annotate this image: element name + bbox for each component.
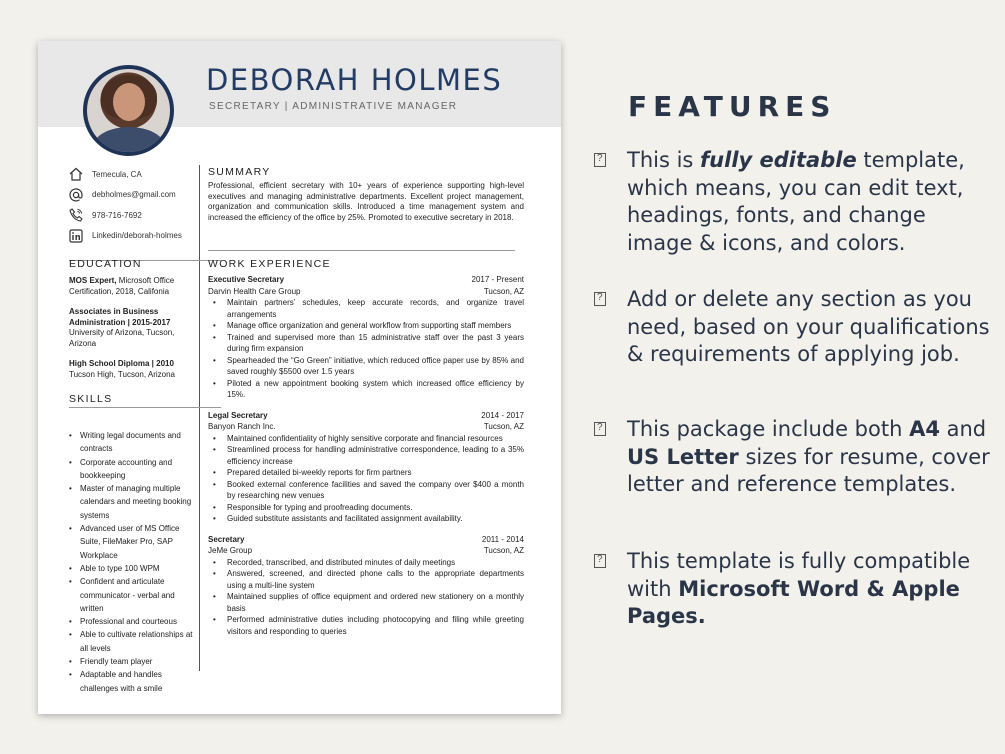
education-item: MOS Expert, Microsoft Office Certification, 2018, Califonia [69, 276, 175, 296]
job-bullet: • Guided substitute assistants and facilitated assignment availability. [208, 513, 524, 525]
checkbox-glyph-icon [594, 554, 606, 568]
job-bullet: • Manage office organization and general workflow from supporting staff members [208, 320, 524, 332]
skill-item: • Professional and courteous [69, 615, 194, 628]
contact-address: Temecula, CA [68, 164, 218, 184]
skill-item: • Adaptable and handles challenges with a smile [69, 668, 194, 695]
skill-item: • Master of managing multiple calendars and meeting booking systems [69, 482, 194, 522]
resume-subtitle: SECRETARY | ADMINISTRATIVE MANAGER [209, 101, 458, 112]
summary-text: Professional, efficient secretary with 10+ years of experience supporting high-level executives and managing administrative departments. Excellent project management, organization and communication skills. Introduced a time management system and increased the efficiency of the office by 25%. Promoted to executive secretary in 2018. [208, 181, 524, 222]
job-bullet: • Maintained confidentiality of highly sensitive corporate and financial resources [208, 433, 524, 445]
checkbox-glyph-icon [594, 292, 606, 306]
work-list [208, 274, 524, 646]
checkbox-glyph-icon [594, 153, 606, 167]
skill-item: • Able to type 100 WPM [69, 562, 194, 575]
job-bullet: • Maintained supplies of office equipment and ordered new stationery on a monthly basis [208, 591, 524, 614]
feature-item: ? This template is fully compatible with Microsoft Word & Apple Pages. [594, 548, 994, 631]
linkedin-icon [68, 228, 84, 244]
job-bullet: • Responsible for typing and proofreading documents. [208, 502, 524, 514]
education-list [69, 276, 199, 390]
job-bullet: • Trained and supervised more than 15 administrative staff over the past 3 years during firm expansion [208, 332, 524, 355]
job-entry: Legal Secretary 2014 - 2017 Banyon Ranch Inc. Tucson, AZ • Maintained confidentiality of highly sensitive corporate and financial resources • Streamlined process for handling administrative correspondence, leading to a 35% efficiency increase • Prepared detailed bi-weekly reports for firm partners • Booked external conference facilities and saved the company over $400 a month by researching new venues • Responsible for typing and proofreading documents. • Guided substitute assistants and facilitated assignment availability. [208, 410, 524, 525]
checkbox-glyph-icon [594, 422, 606, 436]
skill-item: • Able to cultivate relationships at all levels [69, 628, 194, 655]
features-heading: FEATURES [628, 90, 837, 123]
contact-phone: 978-716-7692 [68, 205, 218, 225]
contact-email: debholmes@gmail.com [68, 185, 218, 205]
home-icon [68, 166, 84, 182]
skill-item: • Advanced user of MS Office Suite, FileMaker Pro, SAP Workplace [69, 522, 194, 562]
job-bullet: • Streamlined process for handling administrative correspondence, leading to a 35% efficiency increase [208, 444, 524, 467]
job-bullet: • Maintain partners’ schedules, keep accurate records, and organize travel arrangements [208, 297, 524, 320]
education-item: Associates in Business Administration | 2015-2017 University of Arizona, Tucson, Arizona [69, 307, 175, 348]
feature-item: ? This is fully editable template, which means, you can edit text, headings, fonts, and change image & icons, and colors. [594, 147, 994, 257]
education-item: High School Diploma | 2010 Tucson High, Tucson, Arizona [69, 359, 175, 379]
job-bullet: • Answered, screened, and directed phone calls to the appropriate departments using a multi-line system [208, 568, 524, 591]
job-bullet: • Performed administrative duties including photocopying and filing while greeting visitors and responding to queries [208, 614, 524, 637]
skill-item: • Confident and articulate communicator - verbal and written [69, 575, 194, 615]
feature-item: ? Add or delete any section as you need, based on your qualifications & requirements of applying job. [594, 286, 994, 369]
skills-divider [69, 407, 221, 408]
work-heading: WORK EXPERIENCE [208, 258, 331, 270]
skills-list [69, 409, 194, 695]
job-bullet: • Spearheaded the “Go Green” initiative, which reduced office paper use by 85% and saved roughly $5500 over 1.5 years [208, 355, 524, 378]
feature-item: ? This package include both A4 and US Letter sizes for resume, cover letter and reference templates. [594, 416, 994, 499]
education-heading: EDUCATION [69, 258, 142, 270]
contact-linkedin: Linkedin/deborah-holmes [68, 226, 218, 246]
skill-item: • Writing legal documents and contracts [69, 429, 194, 456]
job-bullet: • Prepared detailed bi-weekly reports for firm partners [208, 467, 524, 479]
resume-page [38, 41, 561, 714]
skill-item: • Corporate accounting and bookkeeping [69, 456, 194, 483]
profile-photo [83, 65, 174, 156]
job-bullet: • Piloted a new appointment booking system which increased office efficiency by 15%. [208, 378, 524, 401]
section-divider-right [208, 250, 515, 251]
job-entry: Secretary 2011 - 2014 JeMe Group Tucson, AZ • Recorded, transcribed, and distributed minutes of daily meetings • Answered, screened, and directed phone calls to the appropriate departments using a multi-line system • Maintained supplies of office equipment and ordered new stationery on a monthly basis • Performed administrative duties including photocopying and filing while greeting visitors and responding to queries [208, 534, 524, 638]
skill-item: • Friendly team player [69, 655, 194, 668]
summary-heading: SUMMARY [208, 166, 271, 178]
contact-list [68, 164, 218, 246]
at-icon [68, 187, 84, 203]
column-divider [199, 165, 200, 671]
resume-name: DEBORAH HOLMES [206, 63, 503, 97]
job-bullet: • Recorded, transcribed, and distributed minutes of daily meetings [208, 557, 524, 569]
skills-heading: SKILLS [69, 393, 113, 405]
job-entry: Executive Secretary 2017 - Present Darvin Health Care Group Tucson, AZ • Maintain partners’ schedules, keep accurate records, and organize travel arrangements • Manage office organization and general workflow from supporting staff members • Trained and supervised more than 15 administrative staff over the past 3 years during firm expansion • Spearheaded the “Go Green” initiative, which reduced office paper use by 85% and saved roughly $5500 over 1.5 years • Piloted a new appointment booking system which increased office efficiency by 15%. [208, 274, 524, 401]
phone-icon [68, 207, 84, 223]
job-bullet: • Booked external conference facilities and saved the company over $400 a month by researching new venues [208, 479, 524, 502]
